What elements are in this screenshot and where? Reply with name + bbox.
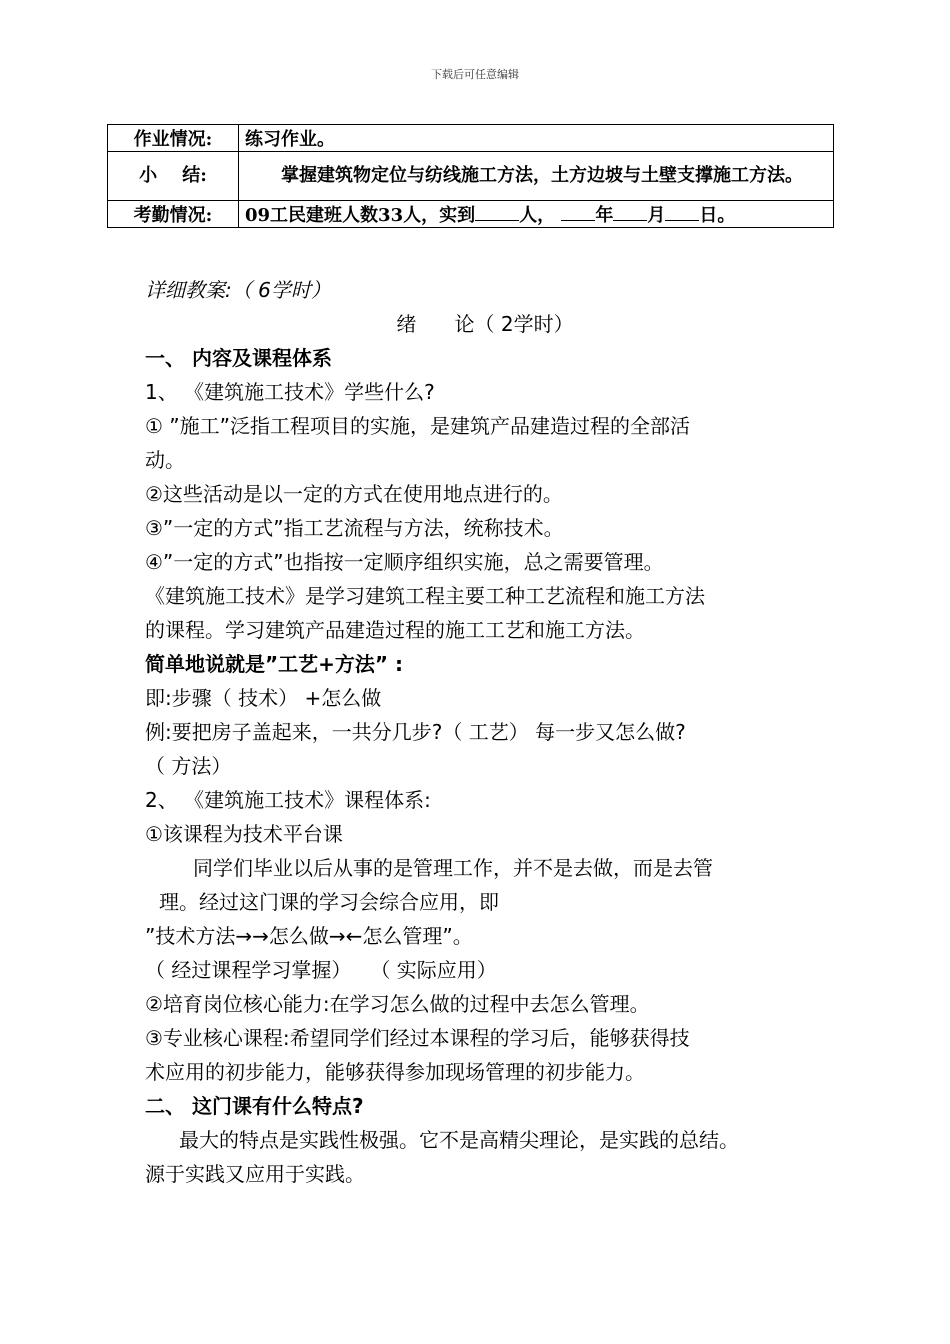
attendance-row xyxy=(108,201,834,228)
blank-month xyxy=(613,206,647,221)
unit-year: 年 xyxy=(595,205,614,226)
summary-label: 小 结: xyxy=(108,152,239,201)
text-line: ②这些活动是以一定的方式在使用地点进行的。 xyxy=(145,482,563,506)
text-line: ④”一定的方式”也指按一定顺序组织实施，总之需要管理。 xyxy=(145,550,664,574)
attendance-prefix: 09工民建班人数33人，实到 xyxy=(245,205,476,226)
unit-person: 人， xyxy=(519,205,556,226)
text-line: ”技术方法→→怎么做→←怎么管理”。 xyxy=(145,924,473,948)
summary-value: 掌握建筑物定位与纺线施工方法，土方边坡与土壁支撑施工方法。 xyxy=(239,152,834,201)
heading-2: 二、 这门课有什么特点? xyxy=(145,1094,364,1118)
unit-day: 日。 xyxy=(699,205,736,226)
text-line: 例:要把房子盖起来，一共分几步?（ 工艺） 每一步又怎么做? xyxy=(145,720,686,744)
text-line-bold: 简单地说就是”工艺+方法” : xyxy=(145,652,404,676)
blank-day xyxy=(665,206,699,221)
section-title: 绪 论（ 2学时） xyxy=(396,312,574,336)
homework-label: 作业情况: xyxy=(108,125,239,152)
text-line: ③”一定的方式”指工艺流程与方法，统称技术。 xyxy=(145,516,564,540)
text-line: 即:步骤（ 技术） +怎么做 xyxy=(145,686,382,710)
homework-row xyxy=(108,125,834,152)
info-table xyxy=(107,124,834,228)
plan-title: 详细教案:（ 6学时） xyxy=(145,278,331,302)
text-line: 2、 《建筑施工技术》课程体系: xyxy=(145,788,431,812)
text-line: 理。经过这门课的学习会综合应用，即 xyxy=(159,890,499,914)
header-note: 下载后可任意编辑 xyxy=(431,68,519,81)
text-line: 《建筑施工技术》是学习建筑工程主要工种工艺流程和施工方法 xyxy=(145,584,705,608)
text-line: 的课程。学习建筑产品建造过程的施工工艺和施工方法。 xyxy=(145,618,645,642)
text-line: 1、 《建筑施工技术》学些什么? xyxy=(145,380,435,404)
text-line: （ 方法） xyxy=(145,754,232,778)
blank-year xyxy=(561,206,595,221)
text-line: ①该课程为技术平台课 xyxy=(145,822,343,846)
unit-month: 月 xyxy=(647,205,666,226)
homework-value: 练习作业。 xyxy=(239,125,834,152)
text-line: ②培育岗位核心能力:在学习怎么做的过程中去怎么管理。 xyxy=(145,992,650,1016)
blank-present xyxy=(475,206,519,221)
text-line: 源于实践又应用于实践。 xyxy=(145,1162,365,1186)
attendance-value xyxy=(239,201,834,228)
heading-1: 一、 内容及课程体系 xyxy=(145,346,332,370)
text-line: ① ”施工”泛指工程项目的实施，是建筑产品建造过程的全部活 xyxy=(145,414,691,438)
text-line: 最大的特点是实践性极强。它不是高精尖理论，是实践的总结。 xyxy=(179,1128,739,1152)
summary-row xyxy=(108,152,834,201)
text-line: 动。 xyxy=(145,448,185,472)
text-line: 同学们毕业以后从事的是管理工作，并不是去做，而是去管 xyxy=(193,856,713,880)
text-line: 术应用的初步能力，能够获得参加现场管理的初步能力。 xyxy=(145,1060,645,1084)
attendance-label: 考勤情况: xyxy=(108,201,239,228)
text-line: ③专业核心课程:希望同学们经过本课程的学习后，能够获得技 xyxy=(145,1026,690,1050)
text-line: （ 经过课程学习掌握） （ 实际应用） xyxy=(145,958,497,982)
